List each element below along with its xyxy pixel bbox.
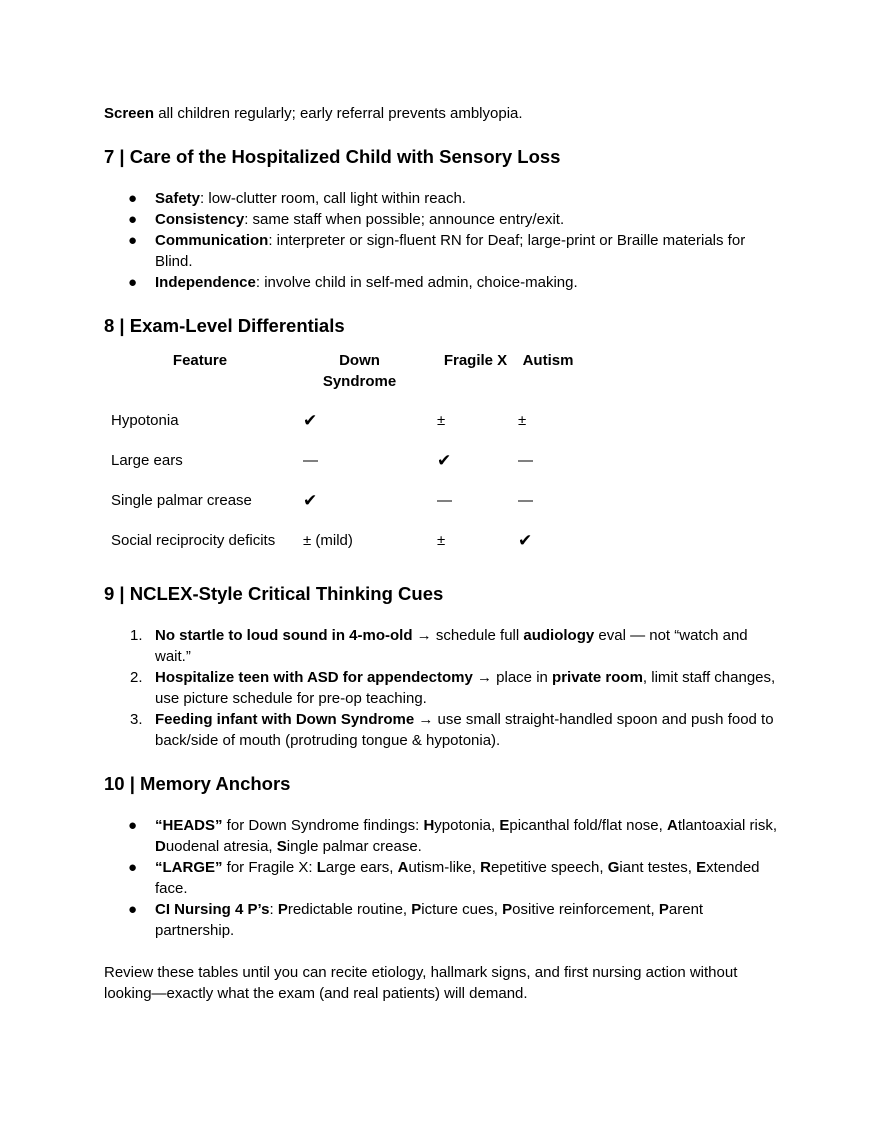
item-text: icture cues, (421, 901, 503, 918)
cell-feature: Single palmar crease (111, 491, 252, 509)
item-text: : (269, 901, 278, 918)
cell-feature: Social reciprocity deficits (111, 531, 276, 549)
item-bold: Communication (155, 232, 269, 249)
item-text: redictable routine, (287, 901, 412, 918)
section-8-heading: 8 | Exam-Level Differentials (104, 315, 345, 336)
cell-autism: — (518, 451, 533, 469)
cell-fragile: — (437, 491, 452, 509)
item-text: epetitive speech, (490, 859, 608, 876)
header-feature: Feature (172, 352, 228, 369)
item-bold: audiology (523, 627, 595, 644)
bullet-icon: ● (128, 859, 138, 876)
item-bold: Feeding infant with Down Syndrome (155, 711, 415, 728)
item-bold: Consistency (155, 211, 245, 228)
cell-feature: Hypotonia (111, 411, 179, 429)
list-item (104, 209, 784, 230)
item-number: 1. (130, 627, 143, 644)
list-item (104, 188, 784, 209)
item-bold: R (480, 859, 491, 876)
item-bold: E (499, 817, 510, 834)
item-bold: P (658, 901, 669, 918)
item-bold: Safety (155, 190, 201, 207)
item-bold: G (607, 859, 620, 876)
list-item (104, 899, 784, 941)
section-7-heading: 7 | Care of the Hospitalized Child with Sensory Loss (104, 146, 561, 167)
section-10-list (104, 815, 784, 941)
item-text: ypotonia, (434, 817, 500, 834)
item-bold: CI Nursing 4 P’s (155, 901, 270, 918)
intro-paragraph (104, 103, 784, 124)
item-text: : interpreter or sign-fluent RN for Deaf; large-print or Braille materials for Blind. (155, 232, 746, 270)
item-text: : involve child in self-med admin, choice-making. (255, 274, 578, 291)
table-header-row (104, 350, 585, 392)
section-10-heading: 10 | Memory Anchors (104, 773, 291, 794)
item-text: iant testes, (619, 859, 697, 876)
item-bold: P (502, 901, 513, 918)
item-bold: “LARGE” (155, 859, 223, 876)
item-text: arent partnership. (155, 901, 704, 939)
item-text: arge ears, (325, 859, 398, 876)
item-text: for Fragile X: (222, 859, 317, 876)
cell-down: ± (mild) (303, 531, 353, 549)
list-item (104, 667, 784, 709)
section-9-list (104, 625, 784, 751)
differentials-table (104, 350, 585, 560)
item-bold: P (277, 901, 288, 918)
intro-text: all children regularly; early referral prevents amblyopia. (154, 105, 523, 122)
cell-down: ✔ (303, 490, 318, 510)
header-fragile-x: Fragile X (443, 352, 508, 369)
list-item (104, 272, 784, 293)
item-text: ingle palmar crease. (286, 838, 422, 855)
bullet-icon: ● (128, 190, 138, 207)
item-text: , limit staff changes, use picture schedule for pre-op teaching. (155, 669, 776, 707)
item-bold: Hospitalize teen with ASD for appendectomy (155, 669, 473, 686)
item-text: eval — not “watch and wait.” (155, 627, 748, 665)
item-text: : low-clutter room, call light within reach. (200, 190, 466, 207)
item-text: : same staff when possible; announce entry/exit. (244, 211, 565, 228)
item-text: for Down Syndrome findings: (222, 817, 424, 834)
item-text: utism-like, (408, 859, 481, 876)
cell-autism: ✔ (518, 530, 533, 550)
cell-down: ✔ (303, 410, 318, 430)
header-autism: Autism (522, 352, 574, 369)
table-row (104, 440, 585, 480)
list-item (104, 230, 784, 272)
item-bold: S (276, 838, 287, 855)
cell-feature: Large ears (111, 451, 183, 469)
item-text: → place in (472, 669, 553, 686)
table-row (104, 400, 585, 440)
item-bold: A (666, 817, 678, 834)
document-content (104, 103, 784, 1004)
item-bold: E (696, 859, 707, 876)
item-bold: Independence (155, 274, 256, 291)
list-item (104, 709, 784, 751)
item-bold: A (397, 859, 409, 876)
bullet-icon: ● (128, 901, 138, 918)
item-bold: L (316, 859, 326, 876)
cell-autism: — (518, 491, 533, 509)
item-bold: “HEADS” (155, 817, 223, 834)
item-text: picanthal fold/flat nose, (509, 817, 667, 834)
item-text: xtended face. (155, 859, 760, 897)
cell-fragile: ± (437, 411, 446, 429)
closing-paragraph: Review these tables until you can recite etiology, hallmark signs, and first nursing action without looking—exactly what the exam (and real patients) will demand. (104, 964, 738, 1002)
item-bold: P (411, 901, 422, 918)
bullet-icon: ● (128, 274, 138, 291)
table-row (104, 480, 585, 520)
intro-bold: Screen (104, 105, 155, 122)
item-bold: H (423, 817, 435, 834)
item-text: ositive reinforcement, (512, 901, 659, 918)
table-row (104, 520, 585, 560)
list-item (104, 857, 784, 899)
section-7-list (104, 188, 784, 293)
list-item (104, 815, 784, 857)
section-9-heading: 9 | NCLEX-Style Critical Thinking Cues (104, 583, 444, 604)
bullet-icon: ● (128, 817, 138, 834)
item-number: 3. (130, 711, 143, 728)
list-item (104, 625, 784, 667)
bullet-icon: ● (128, 232, 138, 249)
item-bold: private room (552, 669, 643, 686)
item-bold: No startle to loud sound in 4-mo-old (155, 627, 413, 644)
item-text: → schedule full (412, 627, 524, 644)
item-number: 2. (130, 669, 143, 686)
item-bold: D (155, 838, 166, 855)
cell-fragile: ✔ (437, 450, 452, 470)
cell-autism: ± (518, 411, 527, 429)
item-text: → use small straight-handled spoon and push food to back/side of mouth (protruding tongue & hypotonia). (155, 711, 774, 749)
item-text: tlantoaxial risk, (677, 817, 778, 834)
item-text: uodenal atresia, (165, 838, 277, 855)
cell-down: — (303, 451, 318, 469)
cell-fragile: ± (437, 531, 446, 549)
bullet-icon: ● (128, 211, 138, 228)
header-down-syndrome: Down Syndrome (322, 352, 397, 390)
